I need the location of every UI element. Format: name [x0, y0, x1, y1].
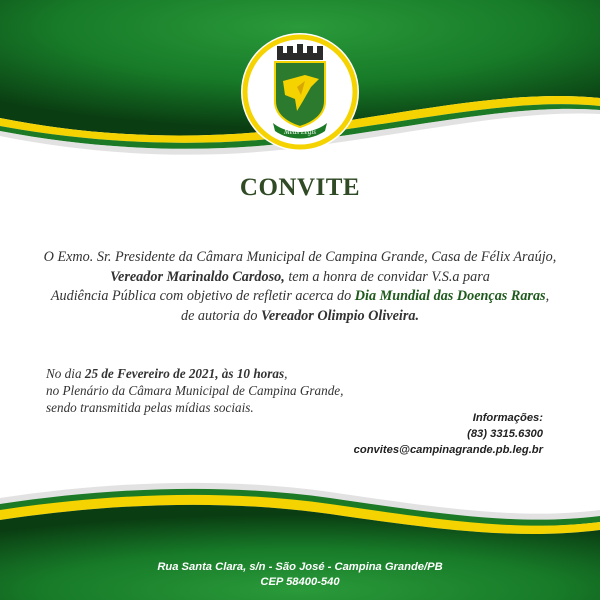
invitation-line-1: O Exmo. Sr. Presidente da Câmara Municipal de Campina Grande, Casa de Félix Araújo, — [43, 249, 557, 265]
contact-email: convites@campinagrande.pb.leg.br — [353, 444, 543, 456]
details-line-2: no Plenário da Câmara Municipal de Campina Grande, — [46, 383, 344, 398]
details-line-1: No dia 25 de Fevereiro de 2021, às 10 horas, — [46, 366, 288, 381]
contact-heading: Informações: — [472, 412, 543, 424]
emblem-motto: Meus Legis — [283, 128, 317, 136]
details-line-3: sendo transmitida pelas mídias sociais. — [46, 400, 254, 415]
invitation-line-4: de autoria do Vereador Olimpio Oliveira. — [180, 307, 420, 324]
cep-line: CEP 58400-540 — [260, 576, 340, 588]
host-name: Vereador Marinaldo Cardoso, — [110, 268, 285, 285]
invitation-line-3: Audiência Pública com objetivo de refletir acerca do Dia Mundial das Doenças Raras, — [50, 288, 550, 304]
address-line: Rua Santa Clara, s/n - São José - Campina Grande/PB — [157, 561, 443, 573]
invitation-line-2: Vereador Marinaldo Cardoso, tem a honra de convidar V.S.a para — [110, 268, 490, 285]
invitation-text — [30, 248, 570, 326]
coat-of-arms-emblem — [239, 31, 361, 153]
contact-phone: (83) 3315.6300 — [467, 428, 543, 440]
page-title: CONVITE — [239, 174, 361, 201]
event-date: 25 de Fevereiro de 2021, às 10 horas — [84, 366, 285, 381]
author-name: Vereador Olimpio Oliveira. — [260, 307, 420, 324]
event-name: Dia Mundial das Doenças Raras — [354, 288, 546, 304]
event-details — [46, 365, 386, 416]
contact-info — [243, 410, 543, 458]
footer-address — [0, 560, 600, 590]
